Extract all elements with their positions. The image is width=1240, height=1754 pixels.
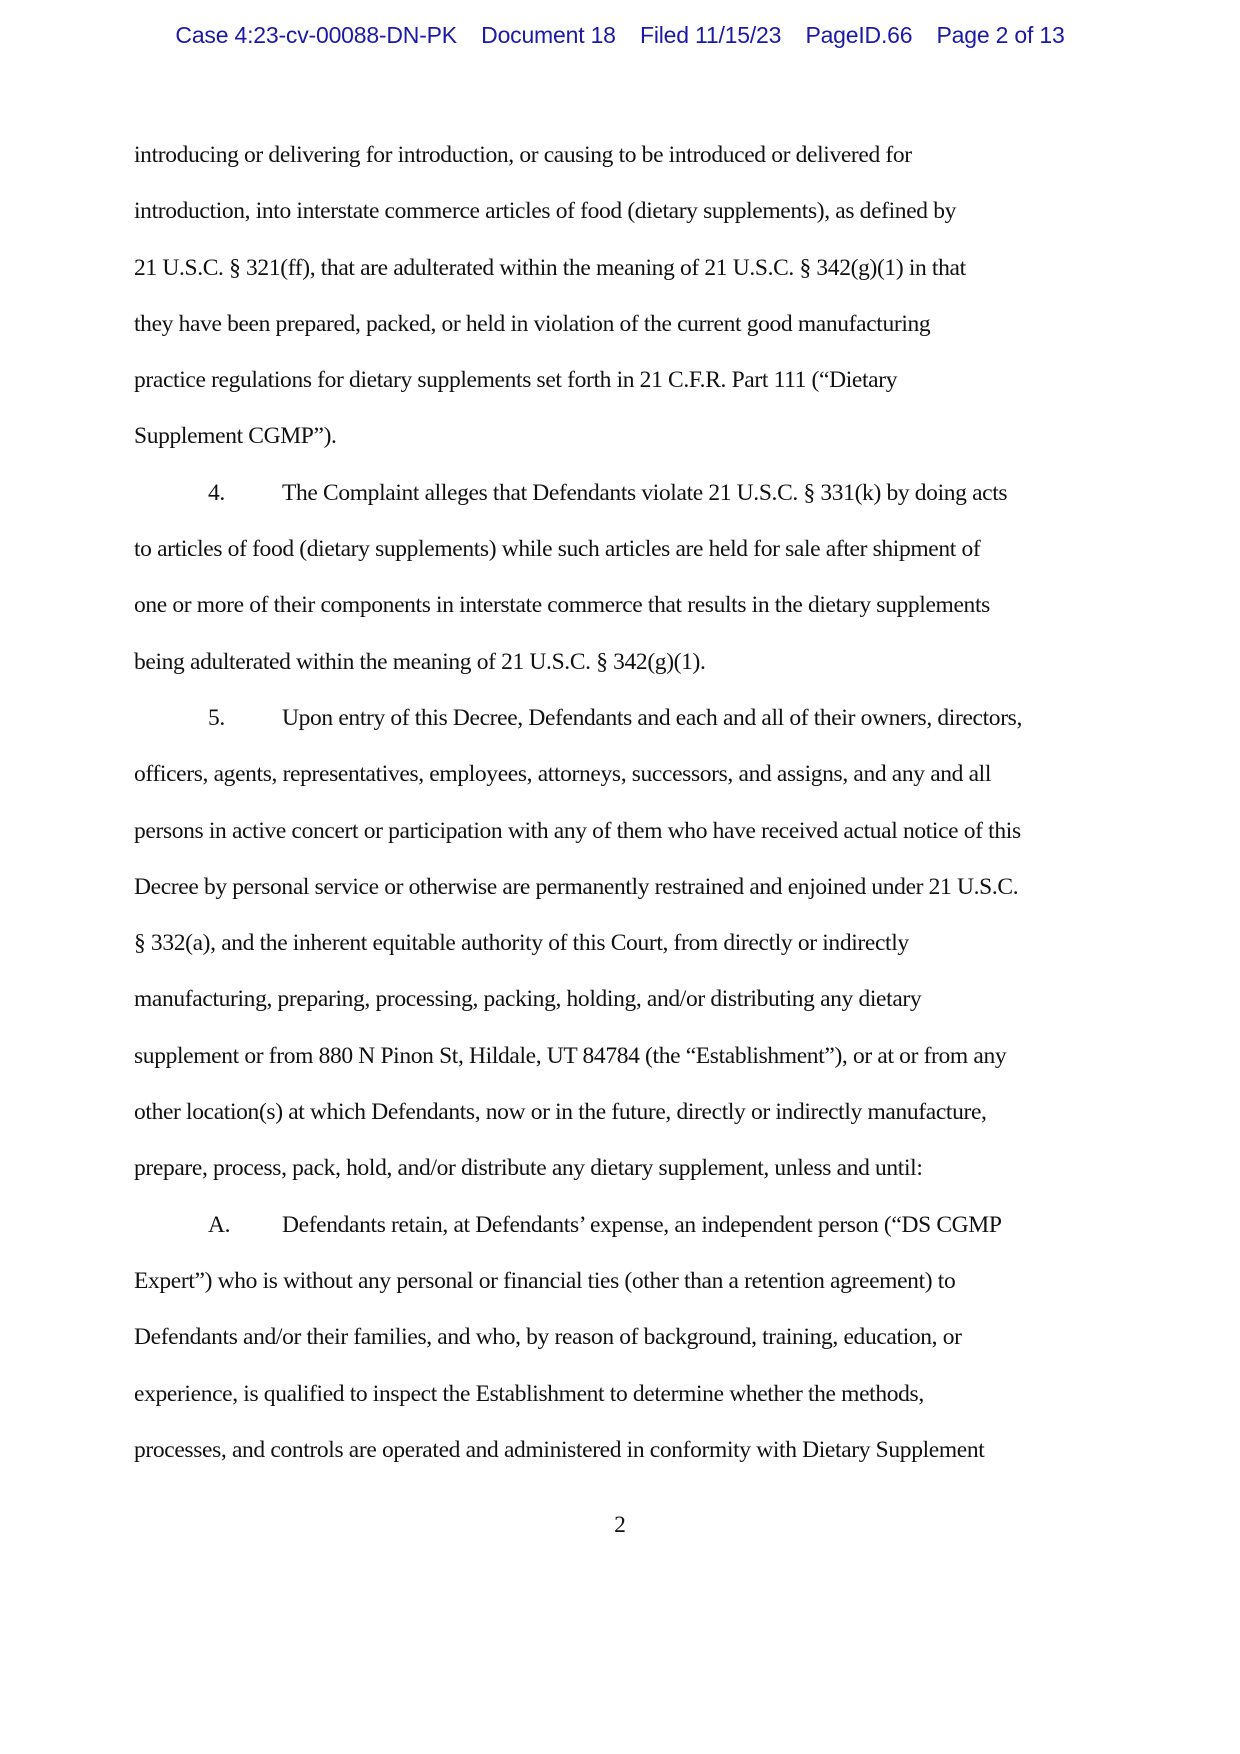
text-line (134, 811, 1114, 867)
text-line (134, 1261, 1114, 1317)
line-text: processes, and controls are operated and administered in conformity with Dietary Supplement (134, 1436, 985, 1463)
line-text: they have been prepared, packed, or held in violation of the current good manufacturing (134, 310, 931, 337)
paragraph-number: 5. (208, 704, 225, 731)
text-line (134, 1148, 1114, 1204)
line-text: The Complaint alleges that Defendants violate 21 U.S.C. § 331(k) by doing acts (282, 479, 1008, 506)
subparagraph-a-start (134, 1205, 1114, 1261)
line-text: being adulterated within the meaning of 21 U.S.C. § 342(g)(1). (134, 648, 706, 675)
line-text: other location(s) at which Defendants, now or in the future, directly or indirectly manufacture, (134, 1099, 987, 1126)
line-text: one or more of their components in interstate commerce that results in the dietary supplements (134, 592, 990, 619)
subparagraph-letter: A. (208, 1211, 231, 1238)
line-text: manufacturing, preparing, processing, packing, holding, and/or distributing any dietary (134, 986, 922, 1013)
line-text: 21 U.S.C. § 321(ff), that are adulterated within the meaning of 21 U.S.C. § 342(g)(1) in that (134, 254, 966, 281)
line-text: experience, is qualified to inspect the Establishment to determine whether the methods, (134, 1380, 924, 1407)
line-text: prepare, process, pack, hold, and/or distribute any dietary supplement, unless and until: (134, 1155, 923, 1182)
text-line (134, 1430, 1114, 1486)
page-id: PageID.66 (805, 22, 913, 48)
line-text: Upon entry of this Decree, Defendants and each and all of their owners, directors, (282, 704, 1022, 731)
case-number: Case 4:23-cv-00088-DN-PK (175, 22, 457, 48)
text-line (134, 1036, 1114, 1092)
line-text: practice regulations for dietary supplements set forth in 21 C.F.R. Part 111 (“Dietary (134, 367, 898, 394)
page-of: Page 2 of 13 (936, 22, 1065, 48)
text-line (134, 867, 1114, 923)
text-line (134, 1317, 1114, 1373)
filed-date: Filed 11/15/23 (639, 22, 782, 48)
text-line (134, 248, 1114, 304)
page-number: 2 (614, 1512, 626, 1538)
line-text: Defendants and/or their families, and who, by reason of background, training, education, or (134, 1324, 962, 1351)
line-text: Expert”) who is without any personal or financial ties (other than a retention agreement) to (134, 1267, 956, 1294)
text-line (134, 1374, 1114, 1430)
line-text: introduction, into interstate commerce articles of food (dietary supplements), as defined by (134, 198, 957, 225)
text-line (134, 360, 1114, 416)
text-line (134, 585, 1114, 641)
text-line (134, 135, 1114, 191)
ecf-filing-header (0, 22, 1240, 49)
line-text: supplement or from 880 N Pinon St, Hildale, UT 84784 (the “Establishment”), or at or from any (134, 1042, 1007, 1069)
text-line (134, 191, 1114, 247)
text-line (134, 304, 1114, 360)
line-text: introducing or delivering for introduction, or causing to be introduced or delivered for (134, 142, 912, 168)
text-line (134, 754, 1114, 810)
text-line (134, 642, 1114, 698)
text-line (134, 979, 1114, 1035)
paragraph-4-start (134, 473, 1114, 529)
line-text: persons in active concert or participation with any of them who have received actual notice of this (134, 817, 1021, 844)
paragraph-5-start (134, 698, 1114, 754)
line-text: Decree by personal service or otherwise are permanently restrained and enjoined under 21 U.S.C. (134, 873, 1019, 900)
text-line (134, 923, 1114, 979)
line-text: Defendants retain, at Defendants’ expense, an independent person (“DS CGMP (282, 1211, 1002, 1238)
line-text: officers, agents, representatives, employees, attorneys, successors, and assigns, and any and all (134, 761, 992, 788)
line-text: to articles of food (dietary supplements) while such articles are held for sale after shipment of (134, 536, 981, 563)
text-line (134, 416, 1114, 472)
line-text: § 332(a), and the inherent equitable authority of this Court, from directly or indirectly (134, 930, 909, 957)
text-line (134, 1092, 1114, 1148)
text-line (134, 529, 1114, 585)
document-body (134, 135, 1114, 1486)
document-number: Document 18 (481, 22, 616, 48)
line-text: Supplement CGMP”). (134, 423, 337, 450)
paragraph-number: 4. (208, 479, 225, 506)
